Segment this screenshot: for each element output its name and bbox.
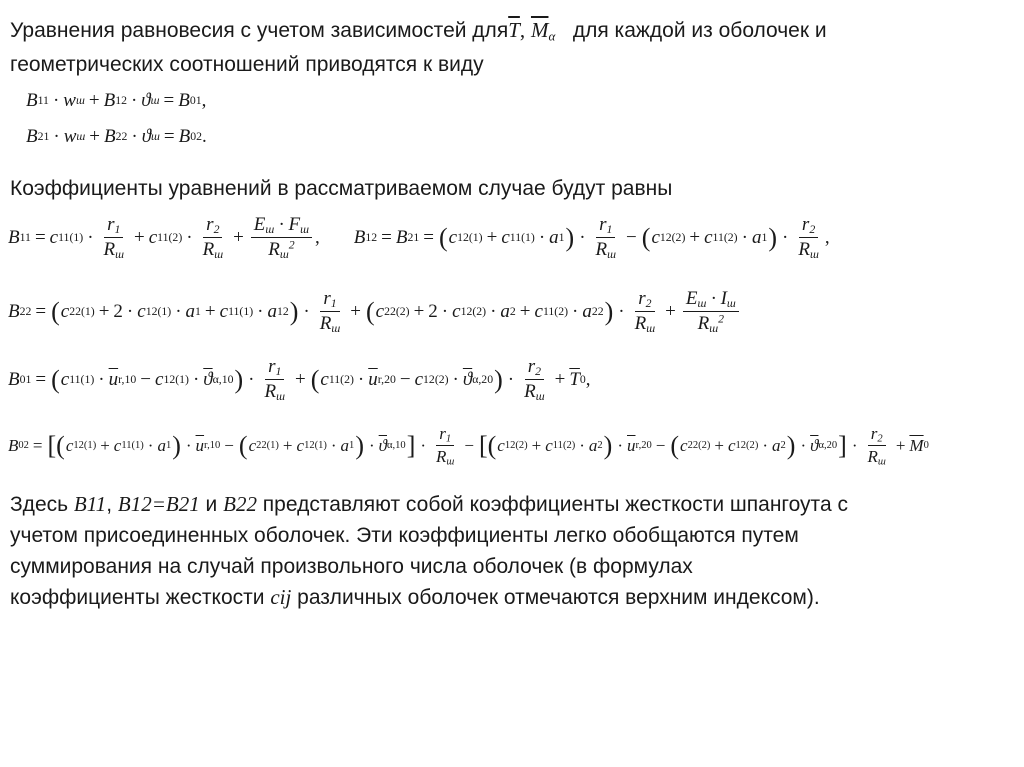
equation-2: B 21 · w ш + B 22 · ϑ ш = B 02 . — [26, 126, 207, 147]
c1-sep: , — [106, 493, 113, 516]
math-alpha: α — [548, 28, 556, 44]
math-M: $\overline{M}$ — [530, 18, 549, 42]
coef-heading: Коэффициенты уравнений в рассматриваемом случае будут равны — [10, 177, 673, 200]
intro-line-1 — [10, 16, 827, 45]
conclusion-line-1 — [10, 490, 848, 519]
c4-a: коэффициенты жесткости — [10, 586, 265, 609]
c1-b11: B11 — [73, 492, 107, 516]
conclusion-line-4 — [10, 583, 820, 612]
intro-tail: для каждой из оболочек и — [572, 19, 827, 42]
formula-b01: B 01 = ( c 11 (1) · $\overline{u}$ r,1 0 − c 12 (1) · $\overline{ϑ}$ α,1 0 ) · $\frac{r_1}{R_ш}$ + ( c 11 (2) · $\overline{u}$ r,2 0 − c 12 (2) · $\overline{ϑ}$ α,2 0 ) · $\frac{r_2}{R_ш}$ + $\overline{T}$ 0 , — [8, 356, 591, 403]
formula-b11-b12: B 11 = c 11 (1) · $\frac{r_1}{R_ш}$ + c 11 (2) · $\frac{r_2}{R_ш}$ + $\frac{E_ш \cdot F_ш}{R_ш^2}$ , B 12 = B 21 = ( c 12 (1) + c 11 (1) · a 1 ) · $\frac{r_1}{R_ш}$ − ( c 12 (2) + c 11 (2) · a 1 ) · $\frac{r_2}{R_ш}$ , — [8, 214, 830, 261]
conclusion-line-2: учетом присоединенных оболочек. Эти коэффициенты легко обобщаются путем — [10, 524, 799, 547]
c4-b: различных оболочек отмечаются верхним индексом). — [297, 586, 820, 609]
math-T: $\overline{T}$ — [508, 18, 520, 42]
c1-b22: B22 — [223, 492, 257, 516]
equation-1: B 11 · w ш + B 12 · ϑ ш = B 01 , — [26, 90, 207, 111]
c4-cij: cij — [270, 585, 292, 609]
c1-b12: B12=B21 — [117, 492, 200, 516]
conclusion-line-3: суммирования на случай произвольного числа оболочек (в формулах — [10, 555, 693, 578]
intro-line-2: геометрических соотношений приводятся к виду — [10, 53, 484, 76]
c1-a: Здесь — [10, 493, 69, 516]
formula-b02: B 02 = [( c 12 (1) + c 11 (1) · a 1 ) · $\overline{u}$ r,1 0 − ( c 22 (1) + c 12 (1) · a 1 ) · $\overline{ϑ}$ α,1 0 ] · $\frac{r_1}{R_ш}$ − [( c 12 (2) + c 11 (2) · a 2 ) · $\overline{u}$ r,2 0 − ( c 22 (2) + c 12 (2) · a 2 ) · $\overline{ϑ}$ α,2 0 ] · $\frac{r_2}{R_ш}$ + $\overline{M}$ 0 — [8, 424, 929, 468]
c1-and: и — [205, 493, 218, 516]
formula-b22: B 22 = ( c 22 (1) + 2 · c 12 (1) · a 1 + c 11 (1) · a 1 2 ) · $\frac{r_1}{R_ш}$ + ( c 22 (2) + 2 · c 12 (2) · a 2 + c 11 (2) · a 2 2 ) · $\frac{r_2}{R_ш}$ + $\frac{E_ш \cdot I_ш}{R_ш^2}$ — [8, 288, 742, 335]
c1-b: представляют собой коэффициенты жесткости шпангоута с — [262, 493, 848, 516]
intro-text: Уравнения равновесия с учетом зависимостей для — [10, 19, 509, 42]
math-comma: , — [519, 18, 526, 42]
